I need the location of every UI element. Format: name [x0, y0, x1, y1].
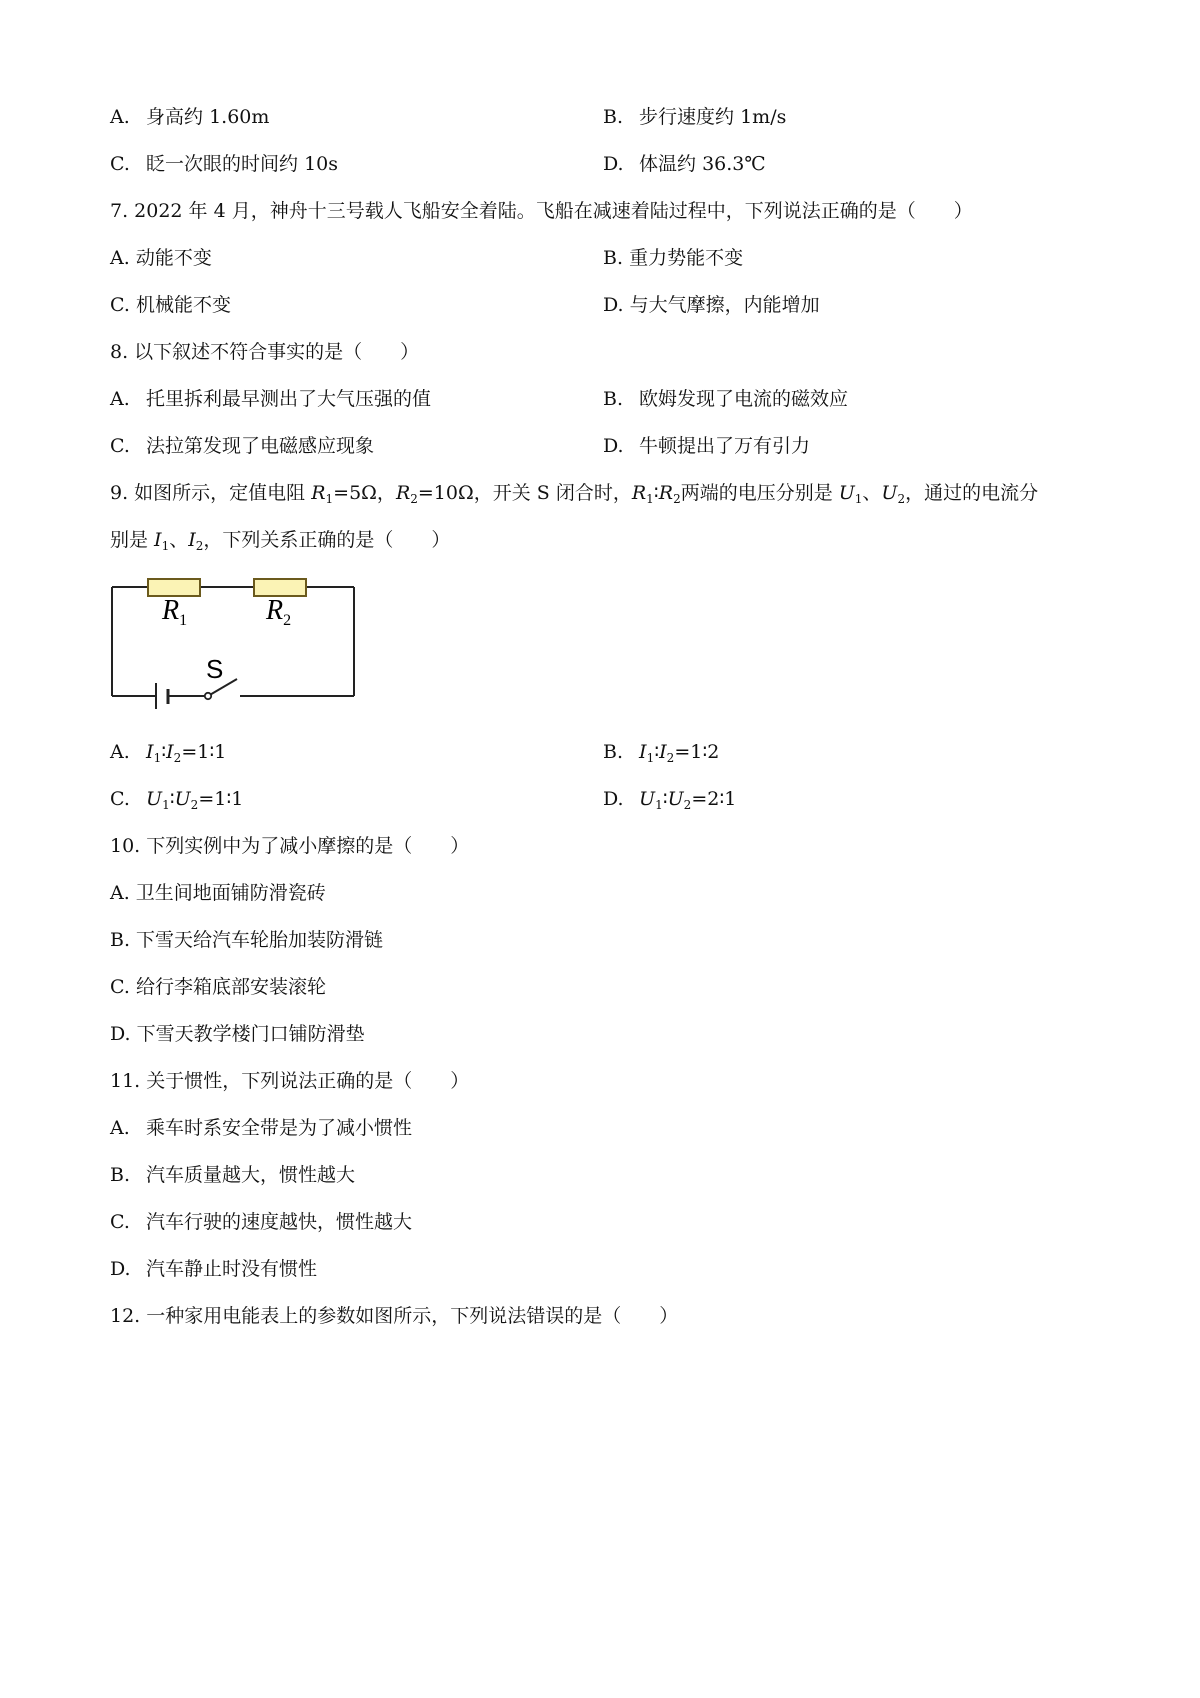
- q7-option-b: B. 重力势能不变: [603, 247, 744, 269]
- q6-option-c: C. 眨一次眼的时间约 10s: [110, 153, 339, 175]
- q9-option-a: A. $I_1∶I_2=1∶1$: [110, 741, 227, 765]
- q9-stem-line-2: 别是 $I_1$、$I_2$，下列关系正确的是（ ）: [110, 529, 451, 553]
- switch-contact: [205, 693, 211, 699]
- q7-stem: 7. 2022 年 4 月，神舟十三号载人飞船安全着陆。飞船在减速着陆过程中，下列说法正确的是（ ）: [110, 200, 973, 222]
- q6-option-a: A. 身高约 1.60m: [110, 106, 270, 128]
- q10-option-b: B. 下雪天给汽车轮胎加装防滑链: [110, 929, 384, 951]
- q11-option-a: A. 乘车时系安全带是为了减小惯性: [110, 1117, 413, 1139]
- q6-option-d: D. 体温约 36.3℃: [603, 153, 766, 175]
- q7-option-c: C. 机械能不变: [110, 294, 231, 316]
- q7-option-a: A. 动能不变: [110, 247, 212, 269]
- q11-option-c: C. 汽车行驶的速度越快，惯性越大: [110, 1211, 413, 1233]
- circuit-diagram: [104, 573, 364, 723]
- r1-label: $R_1$: [162, 595, 188, 629]
- q8-option-c: C. 法拉第发现了电磁感应现象: [110, 435, 375, 457]
- q12-stem: 12. 一种家用电能表上的参数如图所示，下列说法错误的是（ ）: [110, 1305, 679, 1327]
- q8-option-a: A. 托里拆利最早测出了大气压强的值: [110, 388, 432, 410]
- switch-label: S: [206, 654, 224, 684]
- q11-option-b: B. 汽车质量越大，惯性越大: [110, 1164, 356, 1186]
- q10-option-d: D. 下雪天教学楼门口铺防滑垫: [110, 1023, 365, 1045]
- q6-option-b: B. 步行速度约 1m/s: [603, 106, 787, 128]
- q9-option-b: B. $I_1∶I_2=1∶2$: [603, 741, 720, 765]
- q11-stem: 11. 关于惯性，下列说法正确的是（ ）: [110, 1070, 470, 1092]
- q11-option-d: D. 汽车静止时没有惯性: [110, 1258, 318, 1280]
- q7-option-d: D. 与大气摩擦，内能增加: [603, 294, 820, 316]
- q8-option-b: B. 欧姆发现了电流的磁效应: [603, 388, 849, 410]
- q9-stem-line-1: 9. 如图所示，定值电阻 $R_1=5\Omega$，$R_2=10\Omega$，开关 S 闭合时，$R_1∶R_2$两端的电压分别是 $U_1$、$U_2$，通过的电流分: [110, 482, 1039, 506]
- q10-option-c: C. 给行李箱底部安装滚轮: [110, 976, 326, 998]
- q10-stem: 10. 下列实例中为了减小摩擦的是（ ）: [110, 835, 470, 857]
- q10-option-a: A. 卫生间地面铺防滑瓷砖: [110, 882, 326, 904]
- resistor-r2: [254, 579, 306, 596]
- r2-label: $R_2$: [266, 595, 292, 629]
- q8-option-d: D. 牛顿提出了万有引力: [603, 435, 811, 457]
- resistor-r1: [148, 579, 200, 596]
- q9-option-d: D. $U_1∶U_2=2∶1$: [603, 788, 737, 812]
- q8-stem: 8. 以下叙述不符合事实的是（ ）: [110, 341, 420, 363]
- q9-option-c: C. $U_1∶U_2=1∶1$: [110, 788, 244, 812]
